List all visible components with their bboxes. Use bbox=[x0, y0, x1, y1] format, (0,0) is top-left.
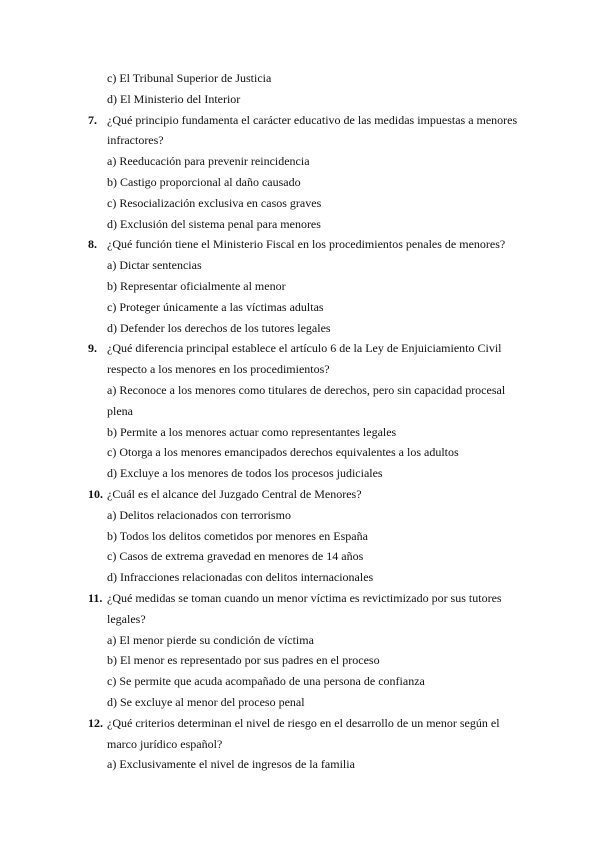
question-number: 10. bbox=[88, 486, 103, 501]
question-list bbox=[0, 68, 600, 775]
line-text: ¿Qué criterios determinan el nivel de riesgo en el desarrollo de un menor según el bbox=[107, 715, 500, 730]
answer-option bbox=[0, 546, 600, 567]
answer-option bbox=[0, 193, 600, 214]
line-text: c) Resocialización exclusiva en casos graves bbox=[107, 195, 322, 210]
line-text: c) Proteger únicamente a las víctimas adultas bbox=[107, 299, 324, 314]
line-text: a) Dictar sentencias bbox=[107, 258, 202, 273]
line-text: d) El Ministerio del Interior bbox=[107, 91, 241, 106]
line-text: a) El menor pierde su condición de víctima bbox=[107, 632, 314, 647]
answer-option bbox=[0, 68, 600, 89]
answer-option bbox=[0, 255, 600, 276]
answer-option bbox=[0, 754, 600, 775]
question-line bbox=[0, 338, 600, 359]
line-text: c) Se permite que acuda acompañado de una persona de confianza bbox=[107, 674, 425, 689]
continuation-line bbox=[0, 609, 600, 630]
line-text: a) Delitos relacionados con terrorismo bbox=[107, 507, 291, 522]
line-text: plena bbox=[107, 403, 133, 418]
answer-option bbox=[0, 297, 600, 318]
question-line bbox=[0, 588, 600, 609]
answer-option bbox=[0, 318, 600, 339]
line-text: b) El menor es representado por sus padres en el proceso bbox=[107, 653, 380, 668]
question-number: 12. bbox=[88, 715, 103, 730]
line-text: b) Permite a los menores actuar como representantes legales bbox=[107, 424, 397, 439]
question-number: 8. bbox=[88, 237, 97, 252]
answer-option bbox=[0, 214, 600, 235]
answer-option bbox=[0, 463, 600, 484]
answer-option bbox=[0, 380, 600, 401]
line-text: d) Excluye a los menores de todos los procesos judiciales bbox=[107, 466, 383, 481]
continuation-line bbox=[0, 734, 600, 755]
answer-option bbox=[0, 276, 600, 297]
answer-option bbox=[0, 172, 600, 193]
line-text: a) Reeducación para prevenir reincidencia bbox=[107, 154, 310, 169]
answer-option bbox=[0, 567, 600, 588]
line-text: ¿Qué diferencia principal establece el artículo 6 de la Ley de Enjuiciamiento Civil bbox=[107, 341, 502, 356]
question-number: 9. bbox=[88, 341, 97, 356]
line-text: c) El Tribunal Superior de Justicia bbox=[107, 71, 272, 85]
answer-option bbox=[0, 630, 600, 651]
question-number: 7. bbox=[88, 112, 97, 127]
line-text: d) Se excluye al menor del proceso penal bbox=[107, 694, 305, 709]
line-text: d) Exclusión del sistema penal para menores bbox=[107, 216, 321, 231]
line-text: respecto a los menores en los procedimientos? bbox=[107, 362, 330, 377]
continuation-line bbox=[0, 359, 600, 380]
line-text: d) Defender los derechos de los tutores legales bbox=[107, 320, 331, 335]
question-line bbox=[0, 484, 600, 505]
line-text: ¿Qué medidas se toman cuando un menor víctima es revictimizado por sus tutores bbox=[107, 590, 502, 605]
answer-option bbox=[0, 422, 600, 443]
line-text: ¿Qué principio fundamenta el carácter educativo de las medidas impuestas a menores bbox=[107, 112, 518, 127]
question-line bbox=[0, 713, 600, 734]
line-text: a) Reconoce a los menores como titulares de derechos, pero sin capacidad procesal bbox=[107, 382, 506, 397]
answer-option bbox=[0, 151, 600, 172]
answer-option bbox=[0, 89, 600, 110]
line-text: ¿Cuál es el alcance del Juzgado Central de Menores? bbox=[107, 486, 362, 501]
continuation-line bbox=[0, 401, 600, 422]
line-text: c) Otorga a los menores emancipados derechos equivalentes a los adultos bbox=[107, 445, 459, 460]
answer-option bbox=[0, 526, 600, 547]
continuation-line bbox=[0, 130, 600, 151]
line-text: b) Todos los delitos cometidos por menores en España bbox=[107, 528, 368, 543]
answer-option bbox=[0, 692, 600, 713]
line-text: infractores? bbox=[107, 133, 164, 148]
question-number: 11. bbox=[88, 590, 103, 605]
answer-option bbox=[0, 442, 600, 463]
question-line bbox=[0, 110, 600, 131]
line-text: b) Representar oficialmente al menor bbox=[107, 278, 286, 293]
line-text: ¿Qué función tiene el Ministerio Fiscal en los procedimientos penales de menores? bbox=[107, 237, 506, 252]
answer-option bbox=[0, 650, 600, 671]
line-text: d) Infracciones relacionadas con delitos internacionales bbox=[107, 570, 374, 585]
line-text: a) Exclusivamente el nivel de ingresos de la familia bbox=[107, 757, 355, 772]
answer-option bbox=[0, 505, 600, 526]
question-line bbox=[0, 234, 600, 255]
answer-option bbox=[0, 671, 600, 692]
line-text: marco jurídico español? bbox=[107, 736, 223, 751]
line-text: c) Casos de extrema gravedad en menores de 14 años bbox=[107, 549, 364, 564]
line-text: b) Castigo proporcional al daño causado bbox=[107, 174, 301, 189]
line-text: legales? bbox=[107, 611, 146, 626]
